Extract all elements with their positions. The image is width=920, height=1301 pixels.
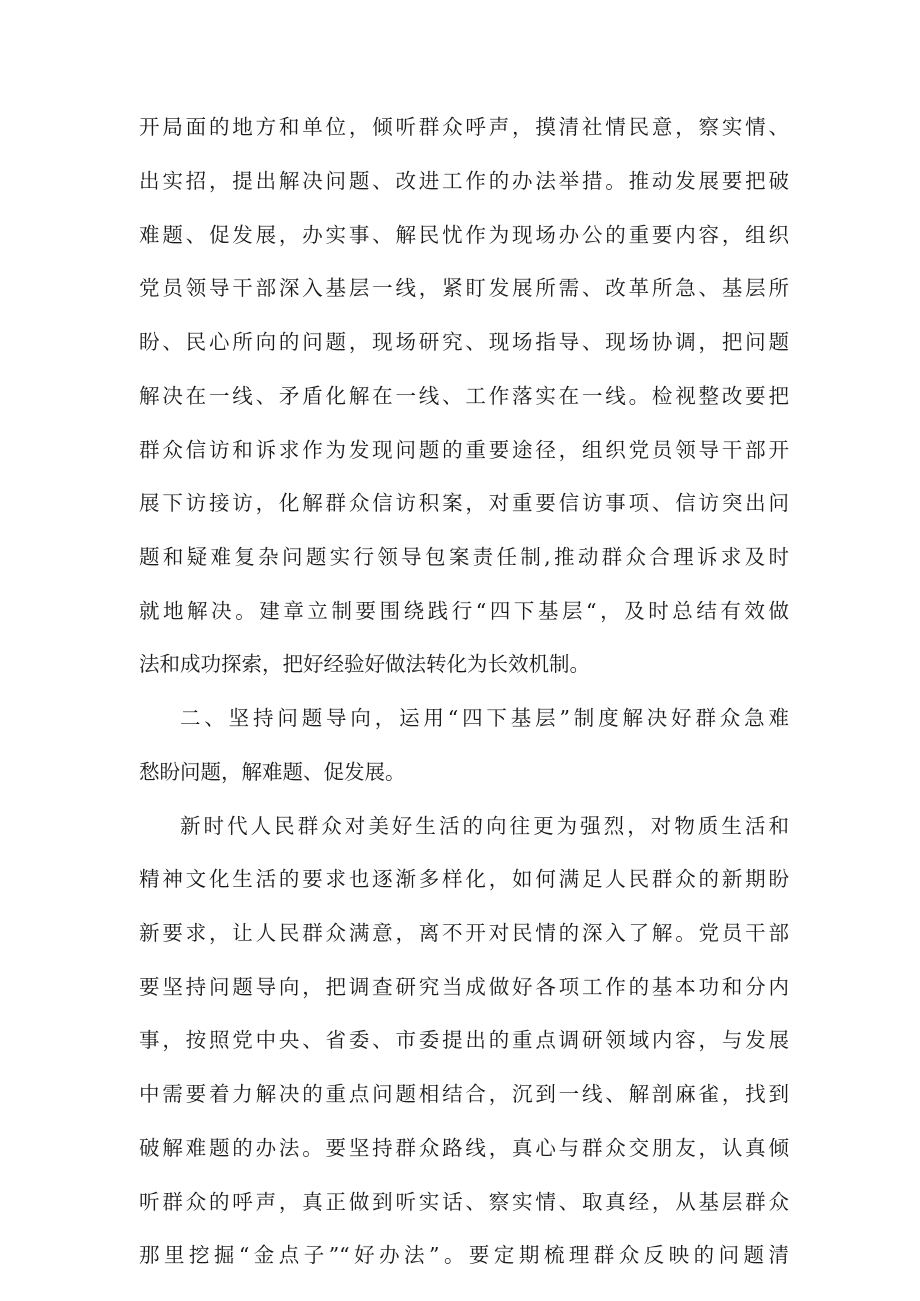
text-line: 中需要着力解决的重点问题相结合，沉到一线、解剖麻雀，找到 <box>139 1082 789 1106</box>
text-line: 新时代人民群众对美好生活的向往更为强烈，对物质生活和 <box>180 814 789 838</box>
section-heading-line: 愁盼问题，解难题、促发展。 <box>139 760 406 784</box>
text-line: 盼、民心所向的问题，现场研究、现场指导、现场协调，把问题 <box>139 330 789 354</box>
text-line: 展下访接访，化解群众信访积案，对重要信访事项、信访突出问 <box>139 491 789 515</box>
text-line: 那里挖掘“金点子”“好办法”。要定期梳理群众反映的问题清 <box>139 1243 789 1267</box>
text-line: 破解难题的办法。要坚持群众路线，真心与群众交朋友，认真倾 <box>139 1136 789 1160</box>
text-line: 难题、促发展，办实事、解民忧作为现场办公的重要内容，组织 <box>139 223 789 247</box>
text-line: 群众信访和诉求作为发现问题的重要途径，组织党员领导干部开 <box>139 438 789 462</box>
text-line: 精神文化生活的要求也逐渐多样化，如何满足人民群众的新期盼 <box>139 867 789 891</box>
text-line: 要坚持问题导向，把调查研究当成做好各项工作的基本功和分内 <box>139 975 789 999</box>
text-line: 党员领导干部深入基层一线，紧盯发展所需、改革所急、基层所 <box>139 276 789 300</box>
text-line: 事，按照党中央、省委、市委提出的重点调研领域内容，与发展 <box>139 1028 789 1052</box>
text-line: 听群众的呼声，真正做到听实话、察实情、取真经，从基层群众 <box>139 1190 789 1214</box>
section-heading-line: 二、坚持问题导向，运用“四下基层”制度解决好群众急难 <box>180 706 789 730</box>
text-line: 解决在一线、矛盾化解在一线、工作落实在一线。检视整改要把 <box>139 384 789 408</box>
text-line: 新要求，让人民群众满意，离不开对民情的深入了解。党员干部 <box>139 921 789 945</box>
text-line: 法和成功探索，把好经验好做法转化为长效机制。 <box>139 652 590 676</box>
text-line: 开局面的地方和单位，倾听群众呼声，摸清社情民意，察实情、 <box>139 115 789 139</box>
text-line: 出实招，提出解决问题、改进工作的办法举措。推动发展要把破 <box>139 169 789 193</box>
text-line: 就地解决。建章立制要围绕践行“四下基层“，及时总结有效做 <box>139 599 789 623</box>
text-line: 题和疑难复杂问题实行领导包案责任制,推动群众合理诉求及时 <box>139 545 789 569</box>
